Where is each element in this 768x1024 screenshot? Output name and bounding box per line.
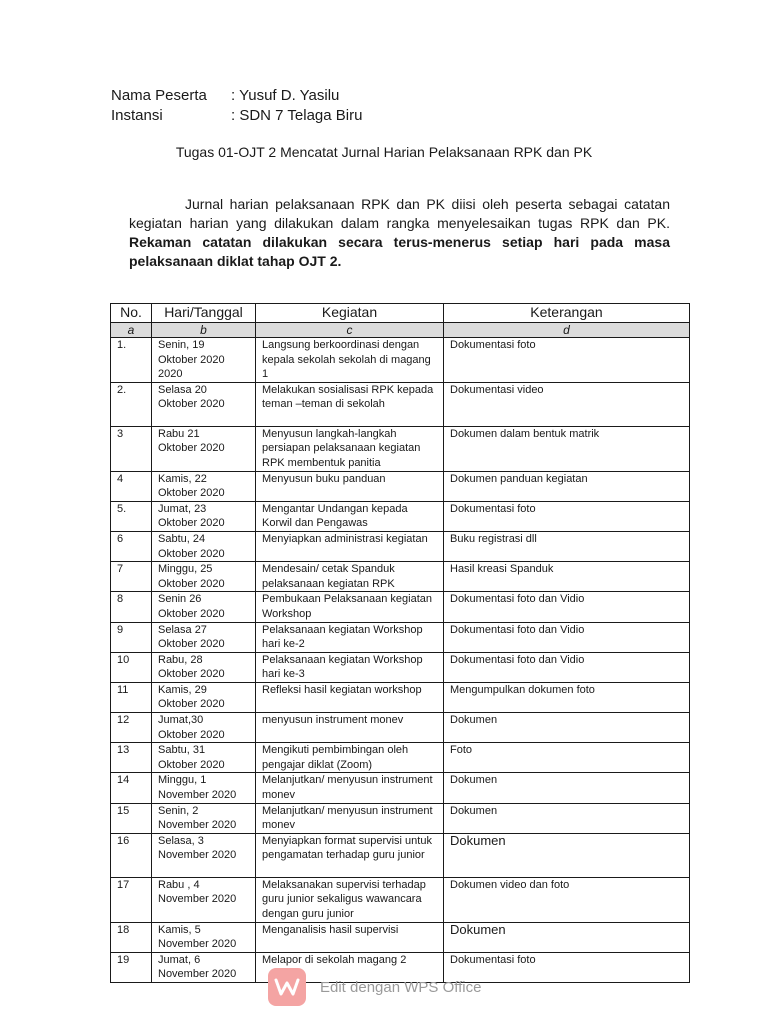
row-activity: Mengantar Undangan kepada Korwil dan Pengawas [256, 501, 444, 531]
row-note: Dokumen dalam bentuk matrik [444, 426, 690, 471]
row-activity: Langsung berkoordinasi dengan kepala sekolah sekolah di magang 1 [256, 338, 444, 383]
letter-a: a [111, 323, 152, 338]
header-date: Hari/Tanggal [152, 304, 256, 323]
wps-watermark [268, 968, 481, 1006]
table-row [111, 562, 690, 592]
row-note: Dokumentasi foto dan Vidio [444, 592, 690, 622]
wps-watermark-text: Edit dengan WPS Office [320, 978, 482, 996]
intro-bold-text: Rekaman catatan dilakukan secara terus-menerus setiap hari pada masa pelaksanaan diklat tahap OJT 2. [129, 234, 670, 269]
column-letter-row [111, 323, 690, 338]
journal-table [110, 303, 690, 983]
row-no: 7 [111, 562, 152, 592]
row-activity: Melakukan sosialisasi RPK kepada teman –teman di sekolah [256, 382, 444, 426]
row-activity: Pembukaan Pelaksanaan kegiatan Workshop [256, 592, 444, 622]
row-note: Dokumen [444, 803, 690, 833]
table-row [111, 382, 690, 426]
row-no: 18 [111, 922, 152, 952]
table-row [111, 877, 690, 922]
row-no: 8 [111, 592, 152, 622]
letter-b: b [152, 323, 256, 338]
row-no: 3 [111, 426, 152, 471]
row-activity: Menganalisis hasil supervisi [256, 922, 444, 952]
table-row [111, 652, 690, 682]
row-note: Dokumen [444, 773, 690, 803]
row-no: 16 [111, 833, 152, 877]
row-no: 19 [111, 952, 152, 982]
row-date: Senin 26 Oktober 2020 [152, 592, 256, 622]
name-value: : Yusuf D. Yasilu [231, 87, 340, 104]
row-note: Dokumentasi foto [444, 952, 690, 982]
row-no: 9 [111, 622, 152, 652]
row-activity: Mendesain/ cetak Spanduk pelaksanaan kegiatan RPK [256, 562, 444, 592]
intro-text: Jurnal harian pelaksanaan RPK dan PK diisi oleh peserta sebagai catatan kegiatan harian yang dilakukan dalam rangka menyelesaikan tugas RPK dan PK. [129, 196, 670, 231]
participant-header [111, 86, 362, 126]
table-row [111, 713, 690, 743]
row-activity: Melapor di sekolah magang 2 [256, 952, 444, 982]
row-date: Senin, 2 November 2020 [152, 803, 256, 833]
row-note: Dokumentasi video [444, 382, 690, 426]
letter-c: c [256, 323, 444, 338]
row-activity: Menyusun buku panduan [256, 471, 444, 501]
table-row [111, 833, 690, 877]
table-row [111, 338, 690, 383]
row-date: Selasa 27 Oktober 2020 [152, 622, 256, 652]
row-no: 6 [111, 531, 152, 561]
header-note: Keterangan [444, 304, 690, 323]
wps-logo-icon [268, 968, 306, 1006]
row-no: 11 [111, 682, 152, 712]
institution-label: Instansi [111, 107, 163, 124]
row-activity: Pelaksanaan kegiatan Workshop hari ke-3 [256, 652, 444, 682]
row-date: Jumat, 6 November 2020 [152, 952, 256, 982]
row-note: Dokumentasi foto [444, 501, 690, 531]
row-activity: Pelaksanaan kegiatan Workshop hari ke-2 [256, 622, 444, 652]
row-date: Jumat,30 Oktober 2020 [152, 713, 256, 743]
row-activity: Menyiapkan administrasi kegiatan [256, 531, 444, 561]
row-date: Senin, 19 Oktober 2020 2020 [152, 338, 256, 383]
row-note: Dokumentasi foto dan Vidio [444, 652, 690, 682]
table-header-row [111, 304, 690, 323]
row-note: Dokumen [444, 833, 690, 877]
table-row [111, 501, 690, 531]
table-row [111, 773, 690, 803]
row-activity: Mengikuti pembimbingan oleh pengajar diklat (Zoom) [256, 743, 444, 773]
row-note: Buku registrasi dll [444, 531, 690, 561]
letter-d: d [444, 323, 690, 338]
table-row [111, 622, 690, 652]
header-activity: Kegiatan [256, 304, 444, 323]
row-no: 12 [111, 713, 152, 743]
table-row [111, 743, 690, 773]
row-no: 2. [111, 382, 152, 426]
row-date: Kamis, 22 Oktober 2020 [152, 471, 256, 501]
row-date: Kamis, 5 November 2020 [152, 922, 256, 952]
row-note: Dokumentasi foto [444, 338, 690, 383]
row-activity: menyusun instrument monev [256, 713, 444, 743]
table-row [111, 471, 690, 501]
row-no: 5. [111, 501, 152, 531]
institution-row [111, 106, 362, 126]
row-date: Minggu, 1 November 2020 [152, 773, 256, 803]
table-row [111, 592, 690, 622]
name-row [111, 86, 362, 106]
row-note: Dokumentasi foto dan Vidio [444, 622, 690, 652]
row-activity: Melaksanakan supervisi terhadap guru junior sekaligus wawancara dengan guru junior [256, 877, 444, 922]
name-label: Nama Peserta [111, 87, 207, 104]
document-title: Tugas 01-OJT 2 Mencatat Jurnal Harian Pelaksanaan RPK dan PK [175, 144, 593, 160]
row-activity: Menyiapkan format supervisi untuk pengamatan terhadap guru junior [256, 833, 444, 877]
row-date: Minggu, 25 Oktober 2020 [152, 562, 256, 592]
row-note: Dokumen [444, 713, 690, 743]
row-no: 14 [111, 773, 152, 803]
row-date: Rabu, 28 Oktober 2020 [152, 652, 256, 682]
row-activity: Melanjutkan/ menyusun instrument monev [256, 773, 444, 803]
row-note: Dokumen [444, 922, 690, 952]
row-no: 15 [111, 803, 152, 833]
row-activity: Menyusun langkah-langkah persiapan pelaksanaan kegiatan RPK membentuk panitia [256, 426, 444, 471]
row-note: Dokumen video dan foto [444, 877, 690, 922]
table-row [111, 531, 690, 561]
row-date: Sabtu, 24 Oktober 2020 [152, 531, 256, 561]
table-row [111, 682, 690, 712]
table-row [111, 922, 690, 952]
row-date: Kamis, 29 Oktober 2020 [152, 682, 256, 712]
row-note: Hasil kreasi Spanduk [444, 562, 690, 592]
row-no: 4 [111, 471, 152, 501]
institution-value: : SDN 7 Telaga Biru [231, 107, 363, 124]
row-date: Jumat, 23 Oktober 2020 [152, 501, 256, 531]
table-row [111, 426, 690, 471]
header-no: No. [111, 304, 152, 323]
row-note: Foto [444, 743, 690, 773]
row-note: Dokumen panduan kegiatan [444, 471, 690, 501]
row-no: 17 [111, 877, 152, 922]
row-date: Selasa 20 Oktober 2020 [152, 382, 256, 426]
journal-body [111, 338, 690, 983]
row-activity: Refleksi hasil kegiatan workshop [256, 682, 444, 712]
row-date: Selasa, 3 November 2020 [152, 833, 256, 877]
row-no: 13 [111, 743, 152, 773]
row-no: 1. [111, 338, 152, 383]
row-activity: Melanjutkan/ menyusun instrument monev [256, 803, 444, 833]
row-note: Mengumpulkan dokumen foto [444, 682, 690, 712]
row-no: 10 [111, 652, 152, 682]
row-date: Rabu , 4 November 2020 [152, 877, 256, 922]
row-date: Rabu 21 Oktober 2020 [152, 426, 256, 471]
table-row [111, 803, 690, 833]
row-date: Sabtu, 31 Oktober 2020 [152, 743, 256, 773]
intro-paragraph [129, 195, 670, 271]
